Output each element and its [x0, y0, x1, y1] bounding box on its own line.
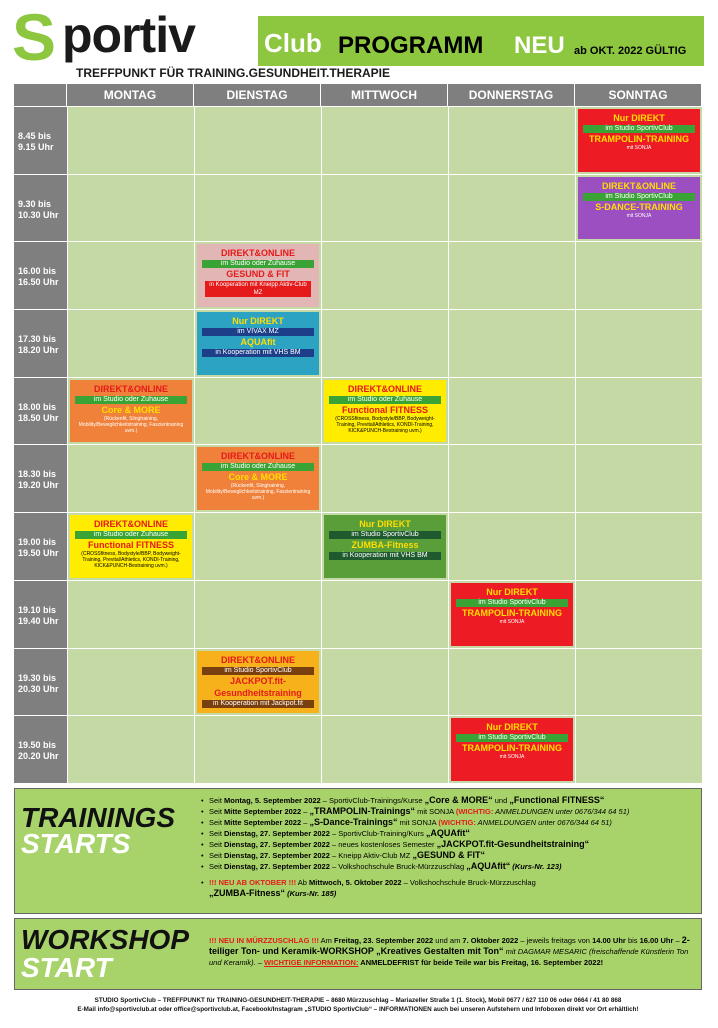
list-item: • Seit Dienstag, 27. September 2022 – Kneipp Aktiv-Club MZ „GESUND & FIT“ — [201, 850, 695, 861]
schedule-row — [14, 309, 702, 377]
event-head: Nur DIREKT — [232, 316, 284, 327]
event-jackpot-tuesday[interactable] — [197, 651, 319, 714]
trainings-title: TRAININGS — [21, 802, 175, 833]
time-header — [14, 84, 67, 106]
empty-cell — [67, 242, 194, 309]
event-head: Nur DIREKT — [486, 586, 538, 597]
event-head: Nur DIREKT — [486, 722, 538, 733]
empty-cell — [67, 310, 194, 377]
event-head: DIREKT&ONLINE — [94, 383, 168, 394]
empty-cell — [321, 716, 448, 783]
list-item: • Seit Mitte September 2022 – „S-Dance-Trainings“ mit SONJA (WICHTIG: ANMELDUNGEN unter 0676/344 64 51) — [201, 817, 695, 828]
event-location: im Studio SportivClub — [329, 531, 441, 539]
event-location: im Studio SportivClub — [456, 599, 568, 607]
time-cell: 8.45 bis 9.15 Uhr — [14, 107, 67, 174]
logo-club: Club — [264, 28, 322, 58]
time-cell: 19.30 bis 20.30 Uhr — [14, 649, 67, 716]
event-cooperation: in Kooperation mit VHS BM — [202, 349, 314, 357]
event-cell — [321, 513, 448, 580]
list-item-new: • !!! NEU AB OKTOBER !!! Ab Mittwoch, 5. Oktober 2022 – Volkshochschule Bruck-Mürzzuschlag „ZUMBA-Fitness“ (Kurs-Nr. 185) — [201, 877, 695, 899]
schedule-row — [14, 106, 702, 174]
event-location: im Studio oder Zuhause — [329, 396, 441, 404]
empty-cell — [575, 649, 702, 716]
event-sub: mit SONJA — [499, 618, 525, 625]
day-monday: MONTAG — [67, 84, 194, 106]
list-item: • Seit Montag, 5. September 2022 – SportivClub-Trainings/Kurse „Core & MORE“ und „Functional FITNESS“ — [201, 795, 695, 806]
empty-cell — [448, 649, 575, 716]
event-title: Core & MORE — [101, 404, 161, 415]
logo-s: S — [12, 0, 54, 74]
event-title: TRAMPOLIN-TRAINING — [462, 743, 562, 754]
event-trampolin-thursday-1[interactable] — [451, 583, 573, 646]
header — [0, 0, 718, 84]
empty-cell — [575, 445, 702, 512]
event-location: im Studio oder Zuhause — [75, 531, 187, 539]
workshop-text: !!! NEU IN MÜRZZUSCHLAG !!! Am Freitag, 23. September 2022 und am 7. Oktober 2022 – jeweils freitags von 14.00 Uhr bis 16.00 Uhr – 2-teiliger Ton- und Keramik-WORKSHOP „Kreatives Gestalten mit Ton“ mit DAGMAR MESARIC (freischaffende Künstlerin Ton und Keramik). – WICHTIGE INFORMATION: ANMELDEFRIST für beide Teile war bis Freitag, 16. September 2022! — [209, 935, 690, 967]
event-cell — [194, 649, 321, 716]
trainings-title-block — [15, 789, 199, 913]
time-cell: 18.00 bis 18.50 Uhr — [14, 378, 67, 445]
event-cell — [67, 378, 194, 445]
event-sub: mit SONJA — [626, 145, 652, 151]
list-item: • Seit Dienstag, 27. September 2022 – Volkshochschule Bruck-Mürzzuschlag „AQUAfit“ (Kurs-Nr. 123) — [201, 861, 695, 872]
event-sub: (CROSSfitness, Bodystyle/BBP, Bodyweight-Training, Prevital/Athletics, KONDI-Training, KICK&PUNCH-Bestraining uvm.) — [81, 551, 181, 570]
empty-cell — [448, 445, 575, 512]
event-location: im Studio SportivClub — [583, 193, 695, 201]
event-location: im Studio SportivClub — [202, 667, 314, 675]
empty-cell — [575, 310, 702, 377]
schedule-row — [14, 512, 702, 580]
empty-cell — [321, 445, 448, 512]
empty-cell — [448, 107, 575, 174]
schedule-row — [14, 648, 702, 716]
neu-label: NEU — [514, 32, 565, 59]
time-cell: 19.10 bis 19.40 Uhr — [14, 581, 67, 648]
event-trampolin-thursday-2[interactable] — [451, 718, 573, 781]
valid-label: ab OKT. 2022 GÜLTIG — [574, 45, 687, 57]
event-head: DIREKT&ONLINE — [348, 383, 422, 394]
day-wednesday: MITTWOCH — [321, 84, 448, 106]
empty-cell — [321, 175, 448, 242]
event-trampolin-sunday[interactable] — [578, 109, 700, 172]
workshop-panel — [14, 918, 702, 990]
event-title: S-DANCE-TRAINING — [595, 201, 683, 212]
footer-line-2: E-Mail info@sportivclub.at oder office@sportivclub.at, Facebook/Instagram „STUDIO SportivClub“ – INFORMATIONEN auch bei unseren Aufstehern und Infoboxen direkt vor Ort erhältlich! — [77, 1006, 639, 1013]
event-cell — [575, 107, 702, 174]
tagline: TREFFPUNKT FÜR TRAINING.GESUNDHEIT.THERAPIE — [76, 66, 391, 80]
trainings-panel — [14, 788, 702, 914]
event-cooperation: in Kooperation mit VHS BM — [329, 552, 441, 560]
time-cell: 9.30 bis 10.30 Uhr — [14, 175, 67, 242]
event-cell — [575, 175, 702, 242]
event-functional-monday[interactable] — [70, 515, 192, 578]
empty-cell — [575, 378, 702, 445]
event-title: JACKPOT.fit- — [230, 675, 286, 686]
empty-cell — [194, 107, 321, 174]
event-cooperation: in Kooperation mit Jackpot.fit — [202, 700, 314, 708]
event-core-tuesday[interactable] — [197, 447, 319, 510]
event-location: im VIVAX MZ — [202, 328, 314, 336]
schedule-row — [14, 580, 702, 648]
event-cell — [194, 242, 321, 309]
event-functional-wednesday[interactable] — [324, 380, 446, 443]
footer-line-1: STUDIO SportivClub – TREFFPUNKT für TRAINING-GESUNDHEIT-THERAPIE – 8680 Mürzzuschlag – Mariazeller Straße 1 (1. Stock), Mobil 0677 / 627 110 06 oder 0664 / 41 80 868 — [94, 997, 622, 1004]
event-zumba-wednesday[interactable] — [324, 515, 446, 578]
empty-cell — [67, 107, 194, 174]
event-cell — [448, 716, 575, 783]
event-title: AQUAfit — [240, 337, 276, 348]
event-aquafit-tuesday[interactable] — [197, 312, 319, 375]
event-title-line2: Gesundheitstraining — [214, 687, 302, 698]
day-tuesday: DIENSTAG — [194, 84, 321, 106]
event-location: im Studio SportivClub — [456, 734, 568, 742]
empty-cell — [321, 581, 448, 648]
empty-cell — [67, 175, 194, 242]
schedule-row — [14, 715, 702, 783]
day-header-row — [14, 84, 702, 106]
empty-cell — [67, 716, 194, 783]
schedule-row — [14, 444, 702, 512]
schedule-row — [14, 174, 702, 242]
event-cell — [448, 581, 575, 648]
list-item: • Seit Dienstag, 27. September 2022 – SportivClub-Training/Kurs „AQUAfit“ — [201, 828, 695, 839]
event-title: Functional FITNESS — [87, 540, 174, 551]
starts-title: STARTS — [21, 828, 131, 859]
empty-cell — [448, 310, 575, 377]
empty-cell — [194, 581, 321, 648]
empty-cell — [67, 445, 194, 512]
event-location: im Studio oder Zuhause — [202, 260, 314, 268]
empty-cell — [575, 513, 702, 580]
event-head: Nur DIREKT — [359, 519, 411, 530]
event-cell — [321, 378, 448, 445]
event-sub: (Rückenfit, Slingtraining, Mobility/Beweglichkeitstraining, Faszientraining uvm.) — [78, 415, 184, 434]
event-title: Functional FITNESS — [341, 404, 428, 415]
empty-cell — [67, 581, 194, 648]
event-cell — [194, 445, 321, 512]
event-title: TRAMPOLIN-TRAINING — [589, 134, 689, 144]
workshop-title-block — [15, 919, 199, 989]
event-head: DIREKT&ONLINE — [221, 451, 295, 462]
programm-title: PROGRAMM — [338, 32, 484, 59]
empty-cell — [321, 107, 448, 174]
event-head: DIREKT&ONLINE — [221, 654, 295, 665]
empty-cell — [194, 716, 321, 783]
workshop-title: WORKSHOP — [21, 924, 189, 955]
time-cell: 19.00 bis 19.50 Uhr — [14, 513, 67, 580]
schedule-row — [14, 377, 702, 445]
empty-cell — [575, 242, 702, 309]
empty-cell — [321, 242, 448, 309]
event-sub: (CROSSfitness, Bodystyle/BBP, Bodyweight-Training, Prevital/Athletics, KONDI-Training, KICK&PUNCH-Bestraining uvm.) — [335, 415, 435, 434]
logo-portiv: portiv — [62, 7, 195, 63]
event-title: Core & MORE — [228, 472, 288, 483]
time-cell: 16.00 bis 16.50 Uhr — [14, 242, 67, 309]
event-head: Nur DIREKT — [613, 113, 665, 123]
empty-cell — [448, 513, 575, 580]
schedule-grid — [14, 84, 702, 783]
event-location: im Studio oder Zuhause — [202, 463, 314, 471]
event-head: DIREKT&ONLINE — [221, 248, 295, 259]
trainings-list — [201, 795, 695, 899]
time-cell: 17.30 bis 18.20 Uhr — [14, 310, 67, 377]
event-cooperation: in Kooperation mit Kneipp Aktiv-Club MZ — [205, 281, 311, 297]
day-thursday: DONNERSTAG — [448, 84, 575, 106]
time-cell: 19.50 bis 20.20 Uhr — [14, 716, 67, 783]
event-cell — [194, 310, 321, 377]
event-core-monday[interactable] — [70, 380, 192, 443]
event-title: TRAMPOLIN-TRAINING — [462, 607, 562, 618]
event-title: GESUND & FIT — [226, 269, 290, 280]
empty-cell — [448, 242, 575, 309]
empty-cell — [194, 378, 321, 445]
start-title: START — [21, 952, 112, 983]
event-sub: (Rückenfit, Slingtraining, Mobility/Beweglichkeitstraining, Faszientraining uvm.) — [205, 483, 311, 502]
empty-cell — [448, 378, 575, 445]
empty-cell — [575, 581, 702, 648]
event-head: DIREKT&ONLINE — [602, 180, 676, 191]
day-sunday: SONNTAG — [575, 84, 702, 106]
event-sub: mit SONJA — [499, 754, 525, 761]
empty-cell — [321, 310, 448, 377]
empty-cell — [67, 649, 194, 716]
empty-cell — [194, 175, 321, 242]
list-item: • Seit Mitte September 2022 – „TRAMPOLIN-Trainings“ mit SONJA (WICHTIG: ANMELDUNGEN unter 0676/344 64 51) — [201, 806, 695, 817]
event-cell — [67, 513, 194, 580]
empty-cell — [575, 716, 702, 783]
footer — [14, 996, 702, 1014]
event-sub: mit SONJA — [626, 212, 652, 219]
event-location: im Studio oder Zuhause — [75, 396, 187, 404]
schedule-row — [14, 241, 702, 309]
event-title: ZUMBA-Fitness — [351, 540, 419, 551]
empty-cell — [321, 649, 448, 716]
time-cell: 18.30 bis 19.20 Uhr — [14, 445, 67, 512]
event-head: DIREKT&ONLINE — [94, 519, 168, 530]
list-item: • Seit Dienstag, 27. September 2022 – neues kostenloses Semester „JACKPOT.fit-Gesundheitstraining“ — [201, 839, 695, 850]
event-gesund-tuesday[interactable] — [197, 244, 319, 307]
event-sdance-sunday[interactable] — [578, 177, 700, 240]
empty-cell — [448, 175, 575, 242]
event-location: im Studio SportivClub — [583, 125, 695, 133]
empty-cell — [194, 513, 321, 580]
